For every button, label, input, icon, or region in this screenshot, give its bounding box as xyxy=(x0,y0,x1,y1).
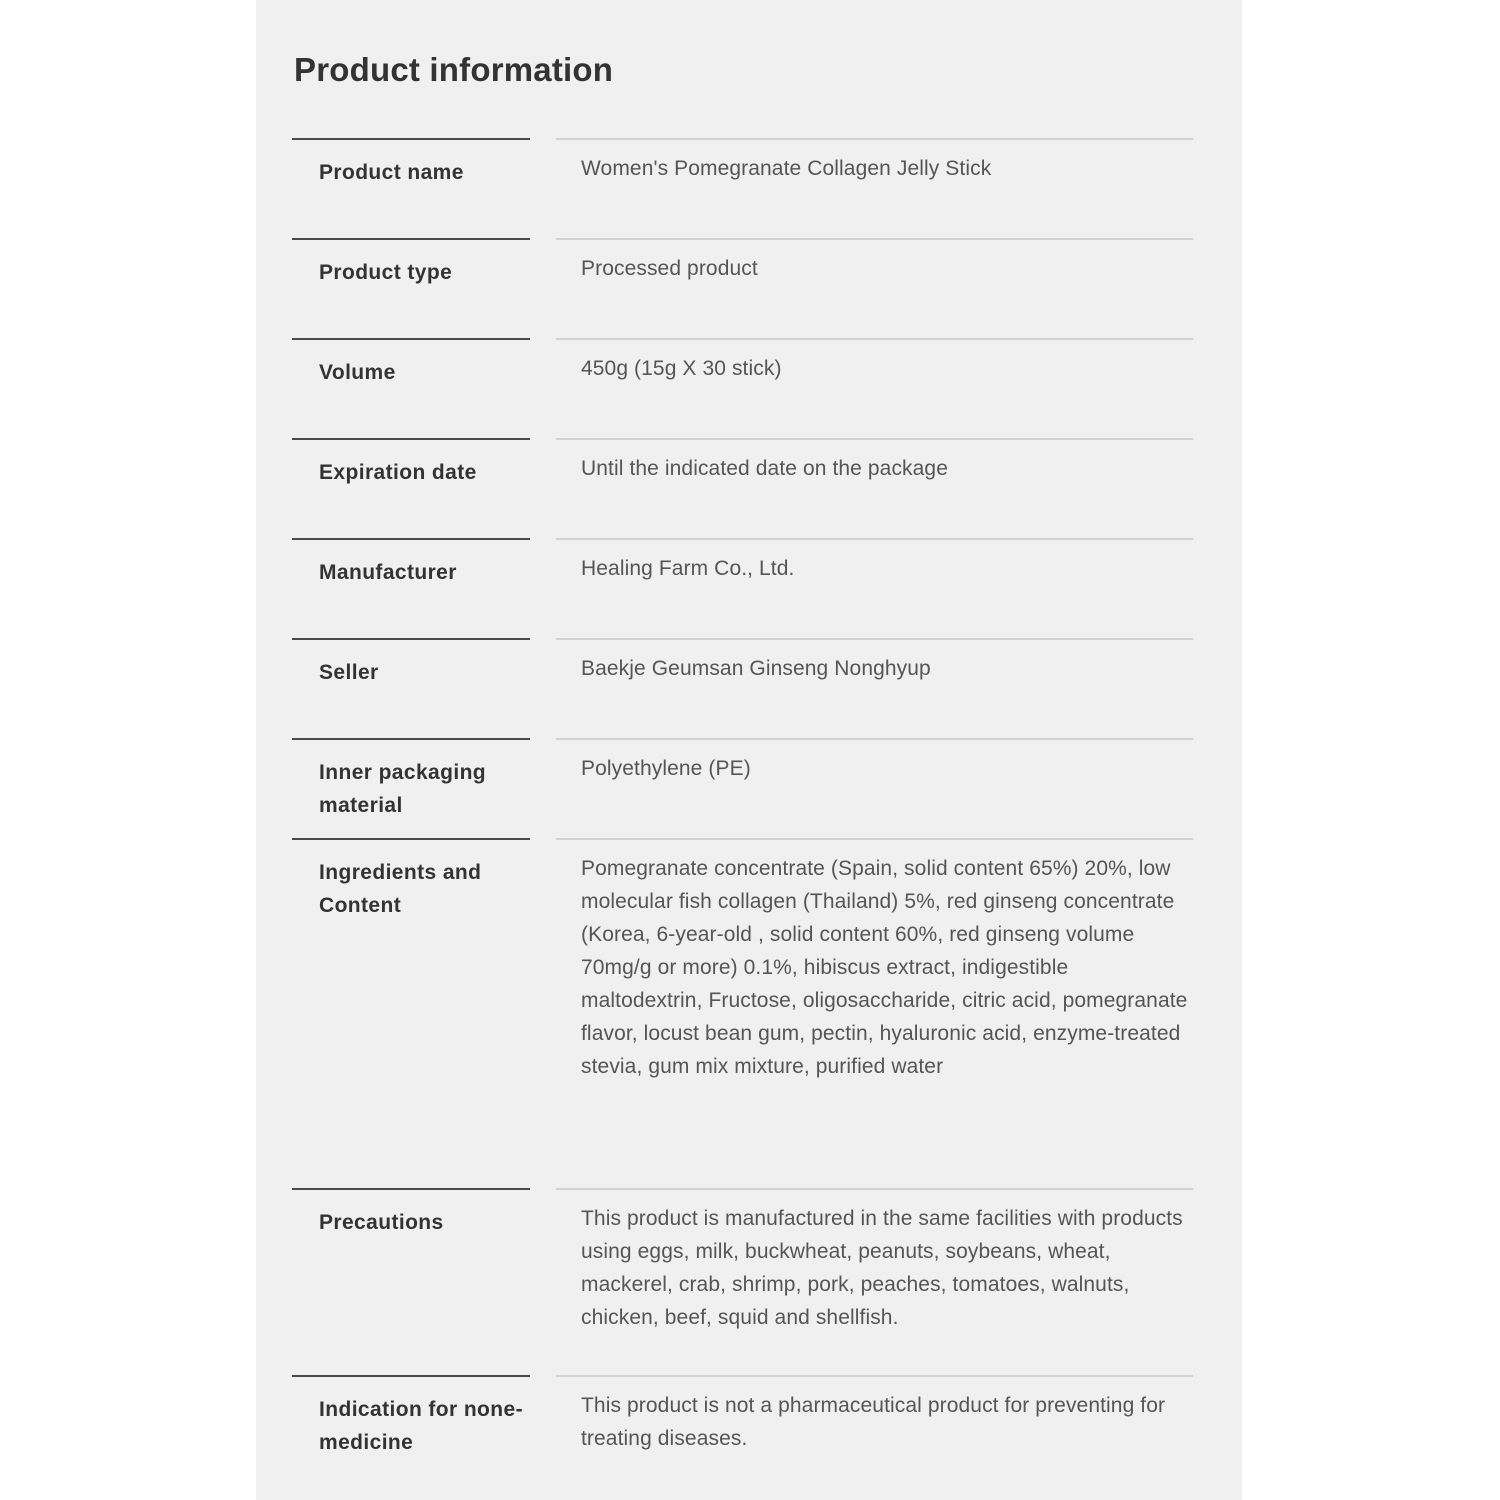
row-divider-light xyxy=(556,838,1193,840)
row-divider-light xyxy=(556,238,1193,240)
row-divider-dark xyxy=(292,338,530,340)
row-label: Product type xyxy=(319,261,453,284)
row-label: Product name xyxy=(319,161,464,184)
row-label: Indication for none-medicine xyxy=(319,1398,523,1454)
row-label: Expiration date xyxy=(319,461,477,484)
row-divider-dark xyxy=(292,138,530,140)
row-divider-light xyxy=(556,438,1193,440)
row-value: Processed product xyxy=(581,257,758,280)
row-value: This product is not a pharmaceutical product for preventing for treating diseases. xyxy=(581,1394,1166,1450)
row-divider-light xyxy=(556,138,1193,140)
row-divider-light xyxy=(556,638,1193,640)
row-value: Baekje Geumsan Ginseng Nonghyup xyxy=(581,657,931,680)
row-divider-dark xyxy=(292,538,530,540)
row-divider-light xyxy=(556,538,1193,540)
row-value: Healing Farm Co., Ltd. xyxy=(581,557,795,580)
row-label: Seller xyxy=(319,661,379,684)
row-label: Inner packaging material xyxy=(319,761,487,817)
row-value: 450g (15g X 30 stick) xyxy=(581,357,782,380)
row-divider-dark xyxy=(292,1188,530,1190)
row-label: Volume xyxy=(319,361,396,384)
row-divider-dark xyxy=(292,438,530,440)
row-label: Precautions xyxy=(319,1211,444,1234)
row-divider-dark xyxy=(292,838,530,840)
row-value: Polyethylene (PE) xyxy=(581,757,751,780)
row-label: Manufacturer xyxy=(319,561,457,584)
row-divider-light xyxy=(556,338,1193,340)
row-value: Until the indicated date on the package xyxy=(581,457,948,480)
row-value: Pomegranate concentrate (Spain, solid content 65%) 20%, low molecular fish collagen (Thailand) 5%, red ginseng concentrate (Korea, 6-year-old , solid content 60%, red ginseng volume 70mg/g or more) 0.1%, hibiscus extract, indigestible maltodextrin, Fructose, oligosaccharide, citric acid, pomegranate flavor, locust bean gum, pectin, hyaluronic acid, enzyme-treated stevia, gum mix mixture, purified water xyxy=(581,857,1188,1078)
row-divider-dark xyxy=(292,1375,530,1377)
row-divider-light xyxy=(556,1375,1193,1377)
page-title: Product information xyxy=(294,51,614,88)
row-divider-light xyxy=(556,738,1193,740)
row-label: Ingredients and Content xyxy=(319,861,482,917)
row-divider-dark xyxy=(292,738,530,740)
row-value: This product is manufactured in the same facilities with products using eggs, milk, buckwheat, peanuts, soybeans, wheat, mackerel, crab, shrimp, pork, peaches, tomatoes, walnuts, chicken, beef, squid and shellfish. xyxy=(581,1207,1183,1329)
row-divider-light xyxy=(556,1188,1193,1190)
row-divider-dark xyxy=(292,238,530,240)
row-value: Women's Pomegranate Collagen Jelly Stick xyxy=(581,157,992,180)
row-divider-dark xyxy=(292,638,530,640)
